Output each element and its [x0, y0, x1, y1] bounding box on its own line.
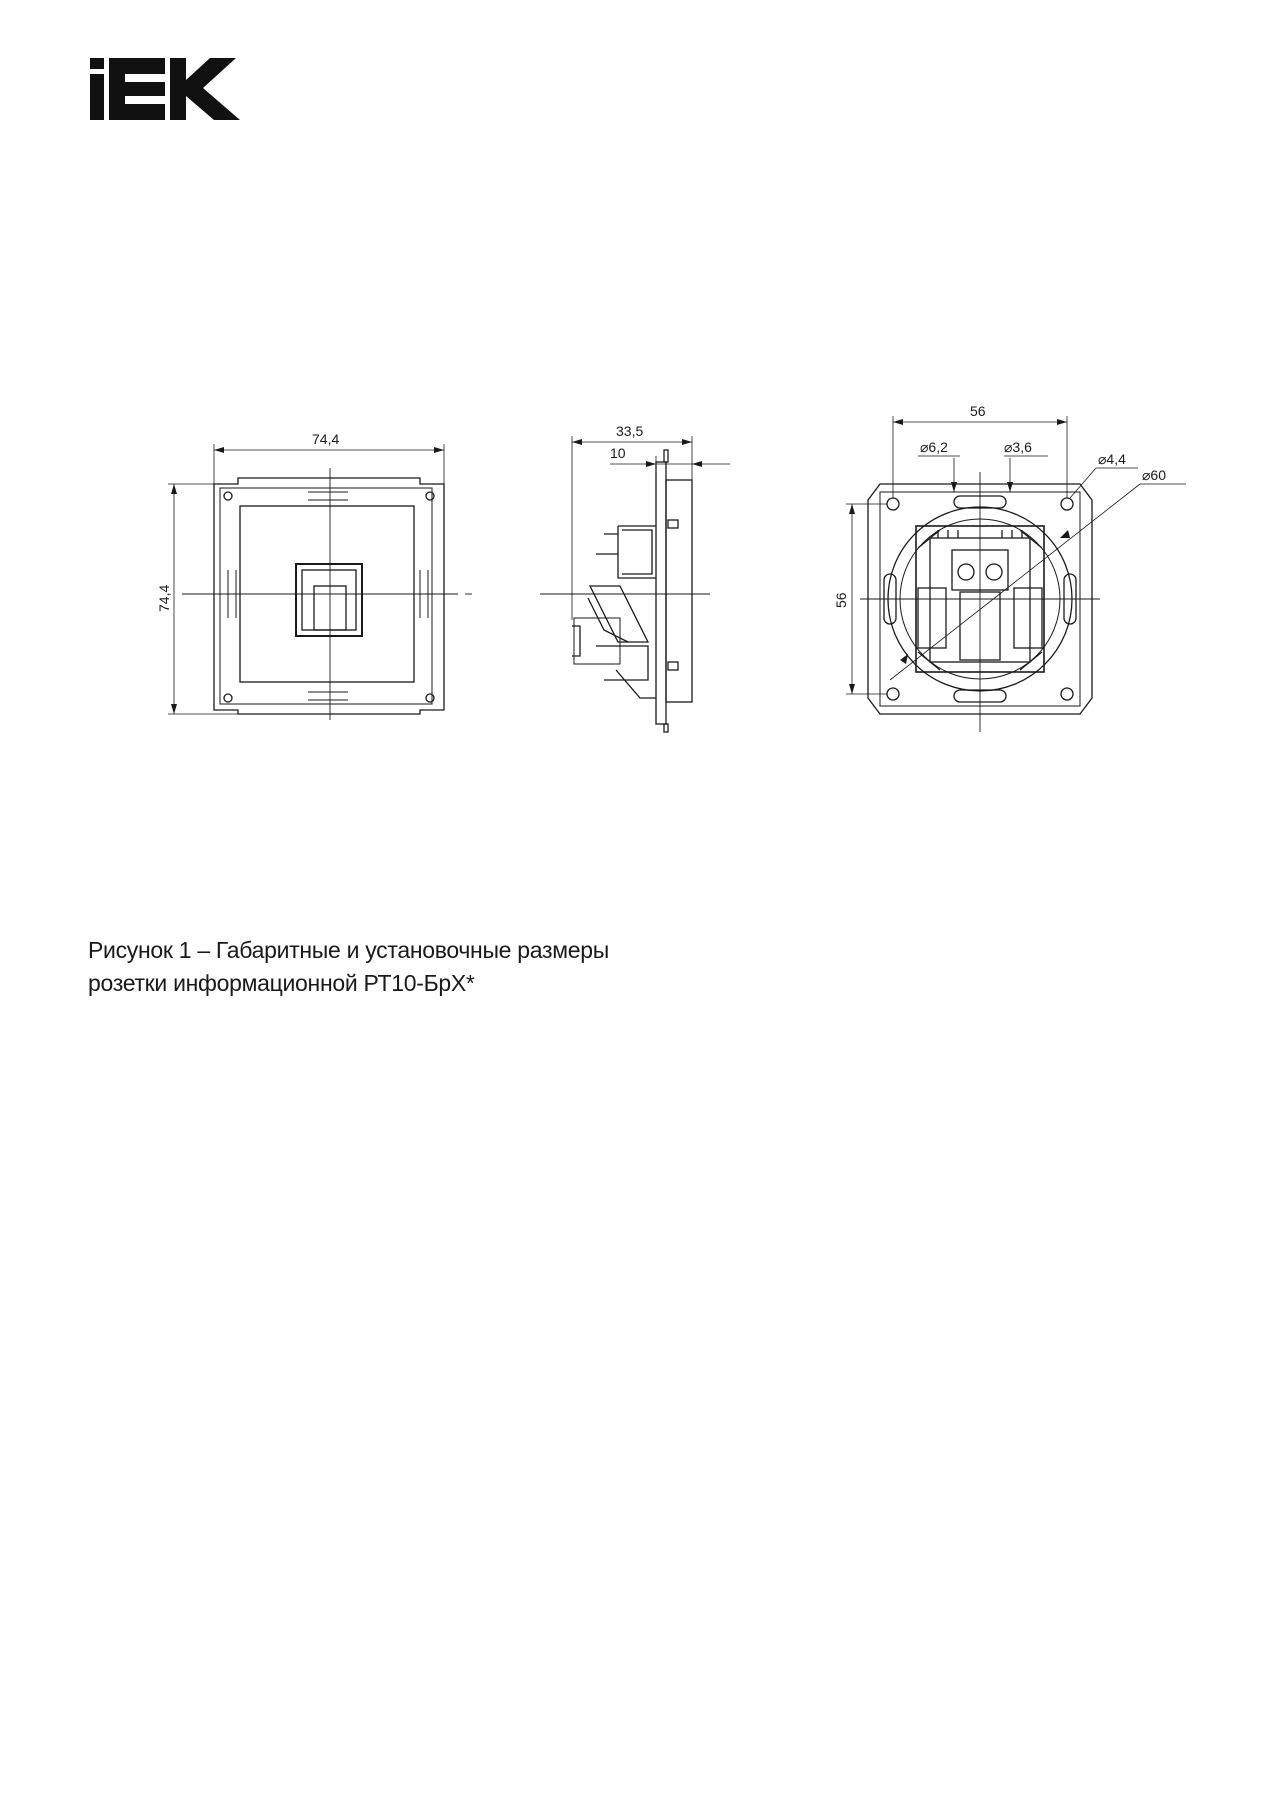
dia-4-4-label: ⌀4,4 [1098, 451, 1126, 467]
caption-line-1: Рисунок 1 – Габаритные и установочные размеры [88, 937, 609, 963]
front-width-label: 74,4 [312, 431, 340, 447]
dimension-drawings [0, 380, 1280, 740]
front-view [168, 444, 472, 720]
back-height-label: 56 [833, 592, 849, 608]
figure-caption [88, 934, 988, 1000]
dia-6-2-label: ⌀6,2 [920, 439, 948, 455]
dia-3-6-label: ⌀3,6 [1004, 439, 1032, 455]
front-height-label: 74,4 [156, 584, 172, 612]
back-view [846, 416, 1186, 732]
iek-logo [90, 58, 240, 120]
back-width-label: 56 [970, 403, 986, 419]
side-offset-label: 10 [610, 445, 626, 461]
caption-line-2: розетки информационной РТ10-БрХ* [88, 970, 475, 996]
dia-60-label: ⌀60 [1142, 467, 1167, 483]
side-depth-label: 33,5 [616, 423, 644, 439]
side-view [540, 436, 730, 732]
